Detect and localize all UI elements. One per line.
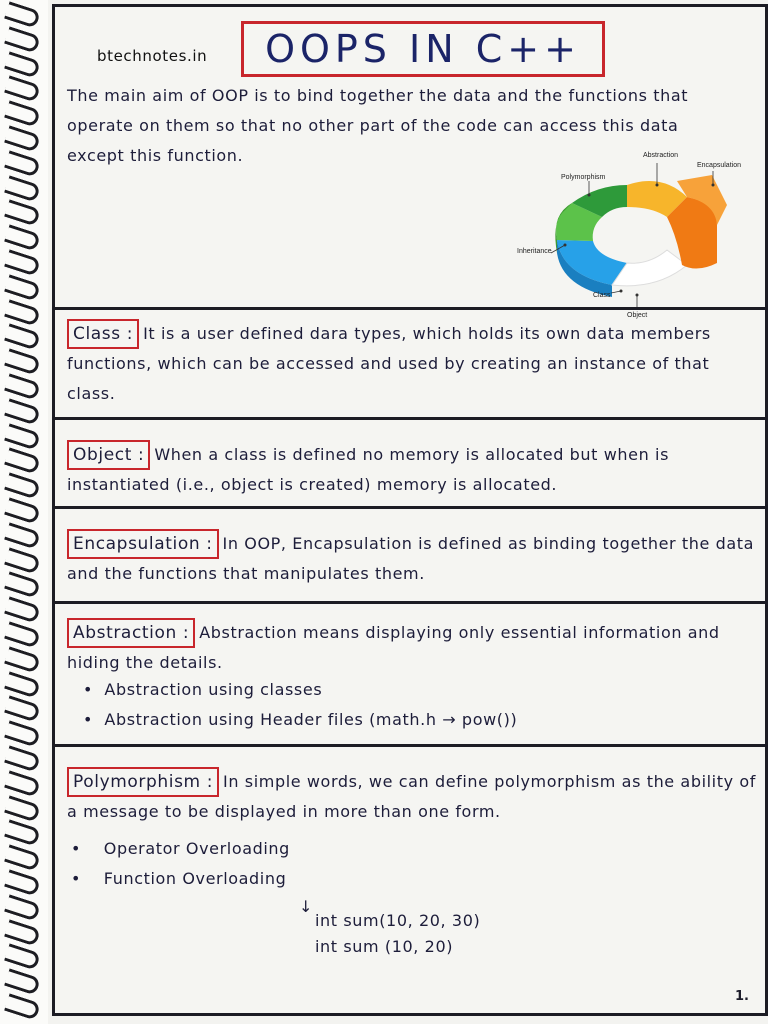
encapsulation-paragraph (67, 529, 757, 589)
spiral-ring (4, 299, 41, 326)
spiral-ring (4, 175, 41, 202)
class-section (55, 307, 765, 420)
spiral-ring (4, 349, 41, 376)
down-arrow-icon: ↓ (299, 897, 314, 916)
encapsulation-text: In OOP, Encapsulation is defined as binding together the data and the functions that manipulates them. (67, 534, 755, 583)
page-title: OOPS IN C++ (241, 21, 605, 77)
spiral-ring (4, 522, 41, 549)
polymorphism-label: Polymorphism : (67, 767, 219, 797)
oop-concepts-diagram (517, 145, 757, 320)
abstraction-label: Abstraction : (67, 618, 195, 648)
spiral-ring (4, 919, 41, 946)
abstraction-paragraph (67, 618, 757, 678)
label-class: Class (593, 292, 611, 299)
abstraction-bullet: • Abstraction using classes (83, 680, 323, 699)
notebook-page (52, 4, 768, 1016)
polymorphism-bullet-2: Function Overloading (103, 869, 287, 888)
polymorphism-text: In simple words, we can define polymorphism as the ability of a message to be displayed in more than one form. (67, 772, 756, 821)
spiral-ring (4, 795, 41, 822)
spiral-ring (4, 944, 41, 971)
polymorphism-paragraph (67, 767, 757, 827)
spiral-ring (4, 101, 41, 128)
spiral-ring (4, 770, 41, 797)
polymorphism-section (55, 747, 765, 1010)
spiral-ring (4, 373, 41, 400)
spiral-ring (4, 249, 41, 276)
site-name: btechnotes.in (97, 47, 208, 65)
spiral-ring (4, 448, 41, 475)
spiral-ring (4, 993, 41, 1020)
spiral-ring (4, 497, 41, 524)
spiral-ring (4, 820, 41, 847)
label-object: Object (627, 312, 648, 319)
spiral-ring (4, 423, 41, 450)
spiral-ring (4, 894, 41, 921)
object-segment (612, 250, 687, 286)
polymorphism-bullet: • Operator Overloading (71, 839, 290, 858)
class-paragraph (67, 319, 757, 409)
encapsulation-label: Encapsulation : (67, 529, 219, 559)
spiral-ring (4, 150, 41, 177)
class-label: Class : (67, 319, 139, 349)
spiral-ring (4, 324, 41, 351)
object-section (55, 420, 765, 509)
spiral-ring (4, 721, 41, 748)
abstraction-text: Abstraction means displaying only essential information and hiding the details. (67, 623, 720, 672)
spiral-ring (4, 845, 41, 872)
class-text: It is a user defined dara types, which holds its own data members functions, which can be accessed and used by creating an instance of that class. (67, 324, 711, 403)
spiral-ring (4, 125, 41, 152)
code-line-1: int sum(10, 20, 30) (315, 911, 481, 930)
label-inheritance: Inheritance (517, 248, 552, 255)
abstraction-bullet: • Abstraction using Header files (math.h → pow()) (83, 710, 518, 729)
spiral-ring (4, 76, 41, 103)
spiral-ring (4, 969, 41, 996)
abstraction-section (55, 604, 765, 747)
spiral-ring (4, 696, 41, 723)
polymorphism-bullet-1: Operator Overloading (103, 839, 290, 858)
abstraction-bullet-2: Abstraction using Header files (math.h → pow()) (104, 710, 518, 729)
page-number: 1. (735, 989, 749, 1004)
object-paragraph (67, 440, 757, 500)
abstraction-bullet-1: Abstraction using classes (104, 680, 323, 699)
spiral-ring (4, 547, 41, 574)
spiral-ring (4, 646, 41, 673)
spiral-ring (4, 869, 41, 896)
spiral-ring (4, 51, 41, 78)
label-abstraction: Abstraction (643, 152, 679, 159)
spiral-ring (4, 597, 41, 624)
spiral-ring (4, 274, 41, 301)
spiral-ring (4, 572, 41, 599)
spiral-ring (4, 26, 41, 53)
spiral-binding (0, 0, 48, 1024)
label-polymorphism: Polymorphism (561, 174, 606, 181)
spiral-ring (4, 671, 41, 698)
intro-text: The main aim of OOP is to bind together the data and the functions that operate on them so that no other part of the code can access this data except this function. (67, 86, 689, 165)
spiral-ring (4, 398, 41, 425)
encapsulation-section (55, 509, 765, 604)
spiral-ring (4, 1, 41, 28)
spiral-ring (4, 621, 41, 648)
object-label: Object : (67, 440, 150, 470)
label-encapsulation: Encapsulation (697, 162, 741, 169)
spiral-ring (4, 200, 41, 227)
code-line-2: int sum (10, 20) (315, 937, 454, 956)
spiral-ring (4, 225, 41, 252)
intro-section (55, 7, 765, 319)
spiral-ring (4, 745, 41, 772)
polymorphism-bullet: • Function Overloading (71, 869, 287, 888)
spiral-ring (4, 473, 41, 500)
object-text: When a class is defined no memory is allocated but when is instantiated (i.e., object is created) memory is allocated. (67, 445, 670, 494)
